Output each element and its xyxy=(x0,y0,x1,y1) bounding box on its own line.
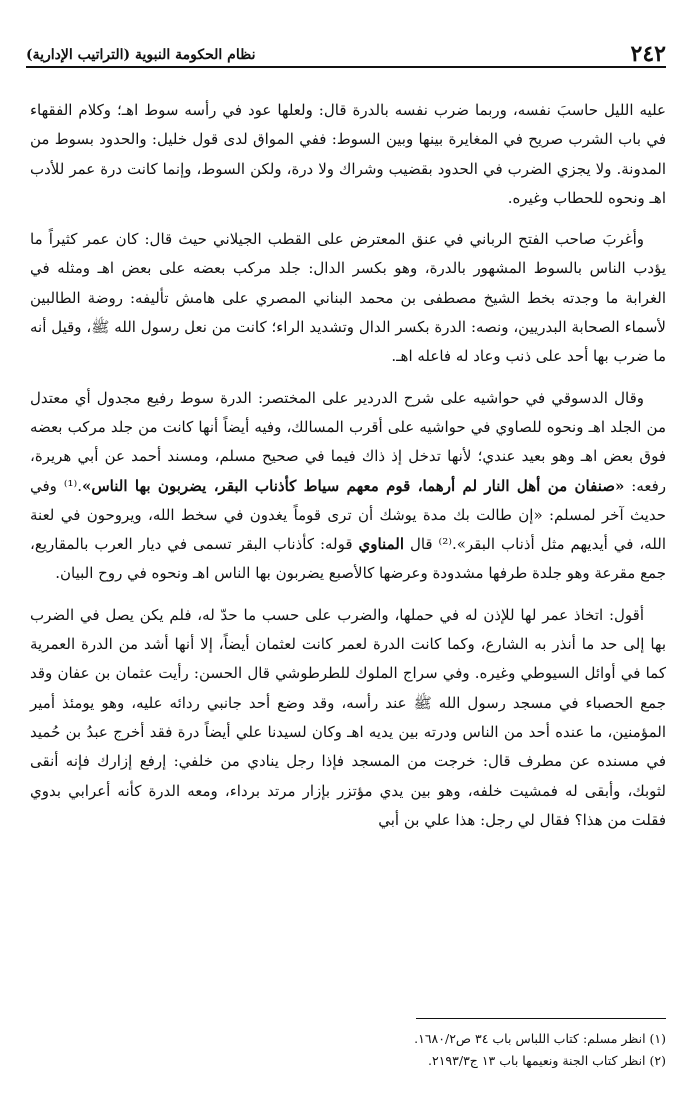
page-number: ٢٤٢ xyxy=(630,41,666,67)
paragraph-text: وقال الدسوقي في حواشيه على شرح الدردير على المختصر: الدرة سوط رفيع مجدول أي معتدل من الجلد اهـ ونحوه للصاوي في حواشيه على أقرب المسالك، وفيه أيضاً أنها كانت من جلد مركب بعضه فوق بعض اهـ وهو بعيد عندي؛ لأنها تدخل إذ ذاك فيما في صحيح مسلم، ومسند أحمد عن أبي هريرة، رفعه: xyxy=(30,388,667,495)
footnotes xyxy=(30,1028,666,1072)
paragraph-text: .⁽¹⁾ وفي حديث آخر لمسلم: «إن طالت بك مدة يوشك أن ترى قوماً يغدون في سخط الله، ويروحون في لعنة الله، في أيديهم مثل أذناب البقر».⁽²⁾ قال xyxy=(30,476,667,554)
paragraph-text: قوله: كأذناب البقر تسمى في ديار العرب بالمقاريع، جمع مقرعة وهو جلدة طرفها مشدودة وعرضها كالأصبع يضربون بها الناس اهـ ونحوه في روح البيان. xyxy=(30,535,666,583)
footnote: (٢) انظر كتاب الجنة ونعيمها باب ١٣ ج٢١٩٣/٣. xyxy=(428,1053,666,1068)
paragraph: وأغربَ صاحب الفتح الرباني في عنق المعترض على القطب الجيلاني حيث قال: كان عمر كثيراً ما يؤدب الناس بالسوط المشهور بالدرة، وهو بكسر الدال: جلد مركب بعضه على بعض اهـ ومثله في الغرابة ما وجدته بخط الشيخ مصطفى بن محمد البناني المصري على هامش تأليفه: روضة الطالبين لأسماء الصحابة البدريين، ونصه: الدرة بكسر الدال وتشديد الراء؛ كانت من نعل رسول الله ﷺ، وقيل أنه ما ضرب بها أحد على ذنب وعاد له فاعله اهـ. xyxy=(30,230,666,366)
paragraph: عليه الليل حاسبَ نفسه، وربما ضرب نفسه بالدرة قال: ولعلها عود في رأسه سوط اهـ؛ وكلام الفقهاء في باب الشرب صريح في المغايرة بينها وبين السوط: ففي المواق لدى قول خليل: والحدود بسوط من المدونة. ولا يجزي الضرب في الحدود بقضيب وشراك ولا درة، ولكن السوط، وإنما كانت درة عمر للأدب اهـ ونحوه للحطاب وغيره. xyxy=(30,101,666,207)
page-header xyxy=(26,38,666,68)
paragraph xyxy=(30,384,666,589)
paragraph: أقول: اتخاذ عمر لها للإذن له في حملها، والضرب على حسب ما حدّ له، فلم يكن يصل في الضرب بها إلى حد ما أنذر به الشارع، وكما كانت الدرة لعمر كانت لعثمان أيضاً، إلا أنها أشد من الدرة العمرية كما في أوائل السيوطي وغيره. وفي سراج الملوك للطرطوشي قال الحسن: رأيت عثمان بن عفان وقد جمع الحصباء في مسجد رسول الله ﷺ عند رأسه، وقد وضع أحد جانبي ردائه عليه، وهو يومئذ أمير المؤمنين، ما عنده أحد من الناس ودرته بين يديه اهـ وكان لسيدنا علي أيضاً درة فقد أخرج عبدُ بن حُميد في مسنده عن مطرف قال: خرجت من المسجد فإذا رجل ينادي من خلفي: إرفع إزارك فإنه أنقى لثوبك، وأبقى له فمشيت خلفه، وهو بين يدي مؤتزر بإزار مرتد برداء، ومعه الدرة كأنه أعرابي بدوي فقلت من هذا؟ فقال لي رجل: هذا علي بن أبي xyxy=(30,605,666,829)
footnote-separator xyxy=(416,1018,666,1019)
footnote: (١) انظر مسلم: كتاب اللباس باب ٣٤ ص١٦٨٠/٢. xyxy=(414,1031,666,1046)
scholar-name: المناوي xyxy=(358,535,404,554)
running-title: نظام الحكومة النبوية (التراتيب الإدارية) xyxy=(26,47,256,63)
hadith-quote: «صنفان من أهل النار لم أرهما، قوم معهم سياط كأذناب البقر، يضربون بها الناس» xyxy=(82,476,625,495)
page-body xyxy=(30,96,666,847)
